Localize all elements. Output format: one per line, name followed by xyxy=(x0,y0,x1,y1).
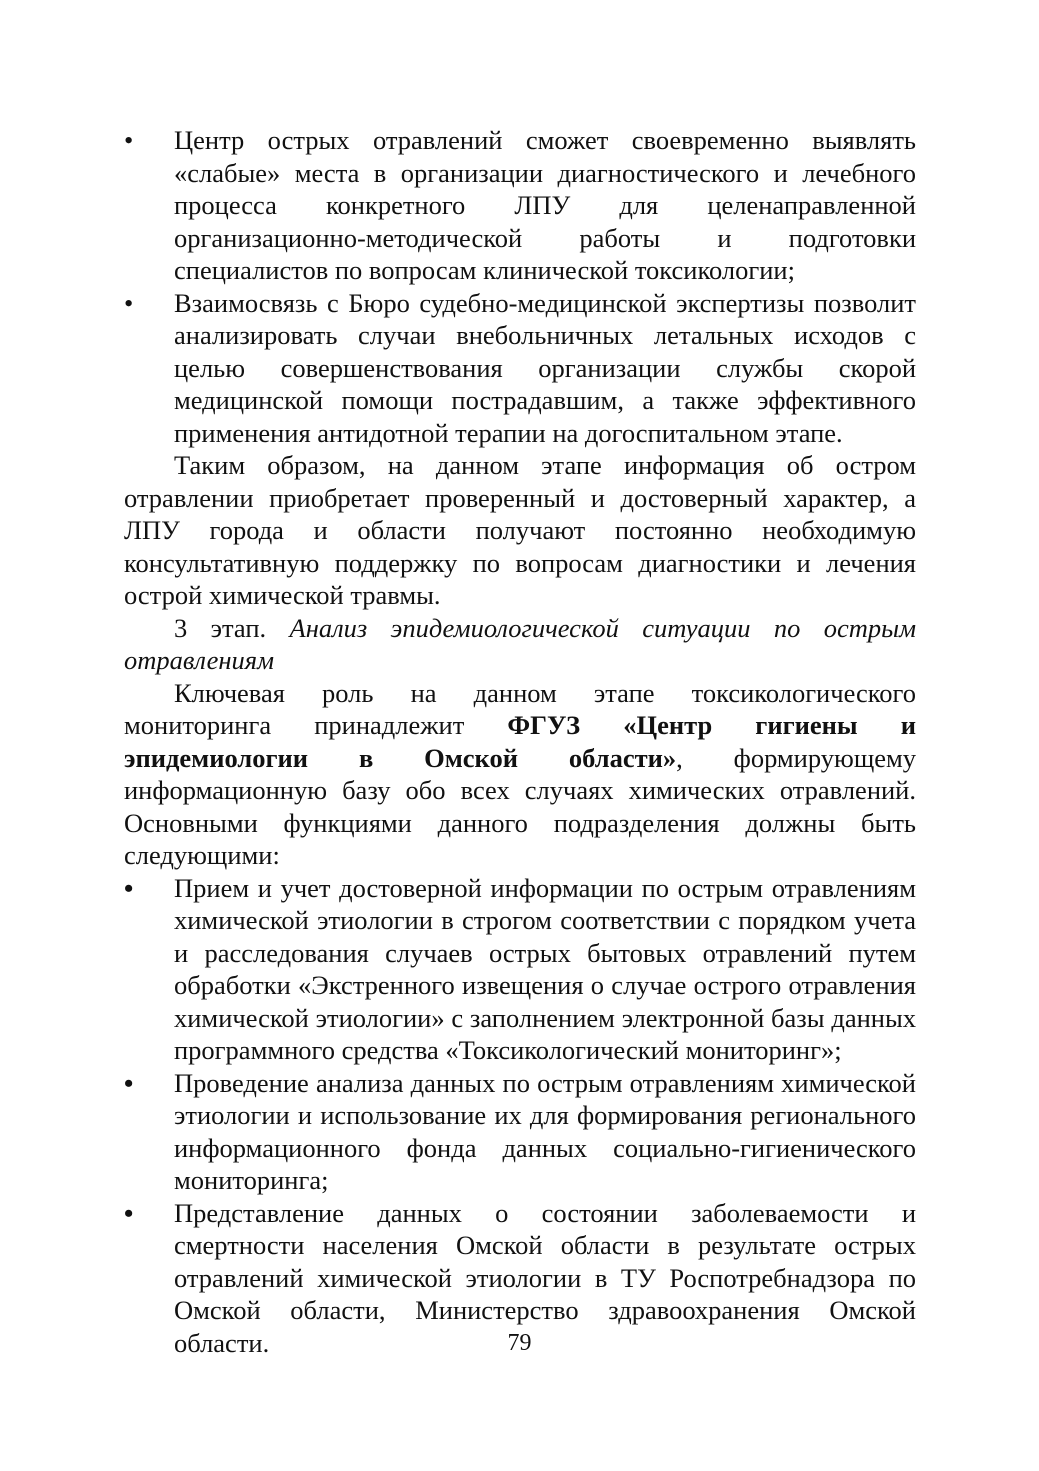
bullet-text: Представление данных о состоянии заболеваемости и смертности населения Омской области в результате острых отравлений химической этиологии в ТУ Роспотребнадзора по Омской области, Министерство здравоохранения Омской области. xyxy=(174,1197,916,1358)
bullet-marker: • xyxy=(124,1067,134,1098)
bullet-marker: • xyxy=(124,1197,134,1228)
bullet-marker: • xyxy=(124,872,134,903)
paragraph-key-role xyxy=(124,677,916,872)
stage-3-title: Анализ эпидемиологической ситуации по острым отравлениям xyxy=(124,612,916,675)
organization-name: ФГУЗ «Центр гигиены и эпидемиологии в Омской области» xyxy=(124,710,916,773)
page-body xyxy=(124,124,916,1359)
bullet-text: Прием и учет достоверной информации по острым отравлениям химической этиологии в строгом соответствии с порядком учета и расследования случаев острых бытовых отравлений путем обработки «Экстренного извещения о случае острого отравления химической этиологии» с заполнением электронной базы данных программного средства «Токсикологический мониторинг»; xyxy=(174,872,916,1065)
bullet-item-intake xyxy=(124,872,916,1067)
bullet-item-ocenter xyxy=(124,124,916,287)
key-role-text-after: , формирующему информационную базу обо всех случаях химических отравлений. Основными функциями данного подразделения должны быть следующими: xyxy=(124,742,917,870)
bullet-marker: • xyxy=(124,125,134,155)
stage-3-prefix: 3 этап. xyxy=(174,612,290,643)
page-number: 79 xyxy=(507,1330,532,1356)
key-role-text-before: Ключевая роль на данном этапе токсикологического мониторинга принадлежит xyxy=(124,677,916,740)
bullet-text: Центр острых отравлений сможет своевременно выявлять «слабые» места в организации диагностического и лечебного процесса конкретного ЛПУ для целенаправленной организационно-методической работы и подготовки специалистов по вопросам клинической токсикологии; xyxy=(174,125,916,285)
bullet-item-analysis xyxy=(124,1067,916,1197)
bullet-marker: • xyxy=(124,287,134,318)
bullet-text: Взаимосвязь с Бюро судебно-медицинской экспертизы позволит анализировать случаи внебольничных летальных исходов с целью совершенствования организации службы скорой медицинской помощи пострадавшим, а также эффективного применения антидотной терапии на догоспитальном этапе. xyxy=(174,287,916,448)
stage-3-heading xyxy=(124,612,916,677)
paragraph-summary: Таким образом, на данном этапе информация об остром отравлении приобретает проверенный и достоверный характер, а ЛПУ города и области получают постоянно необходимую консультативную поддержку по вопросам диагностики и лечения острой химической травмы. xyxy=(124,450,916,610)
bullet-text: Проведение анализа данных по острым отравлениям химической этиологии и использование их для формирования регионального информационного фонда данных социально-гигиенического мониторинга; xyxy=(174,1067,916,1195)
bullet-item-forensic-bureau xyxy=(124,287,916,450)
